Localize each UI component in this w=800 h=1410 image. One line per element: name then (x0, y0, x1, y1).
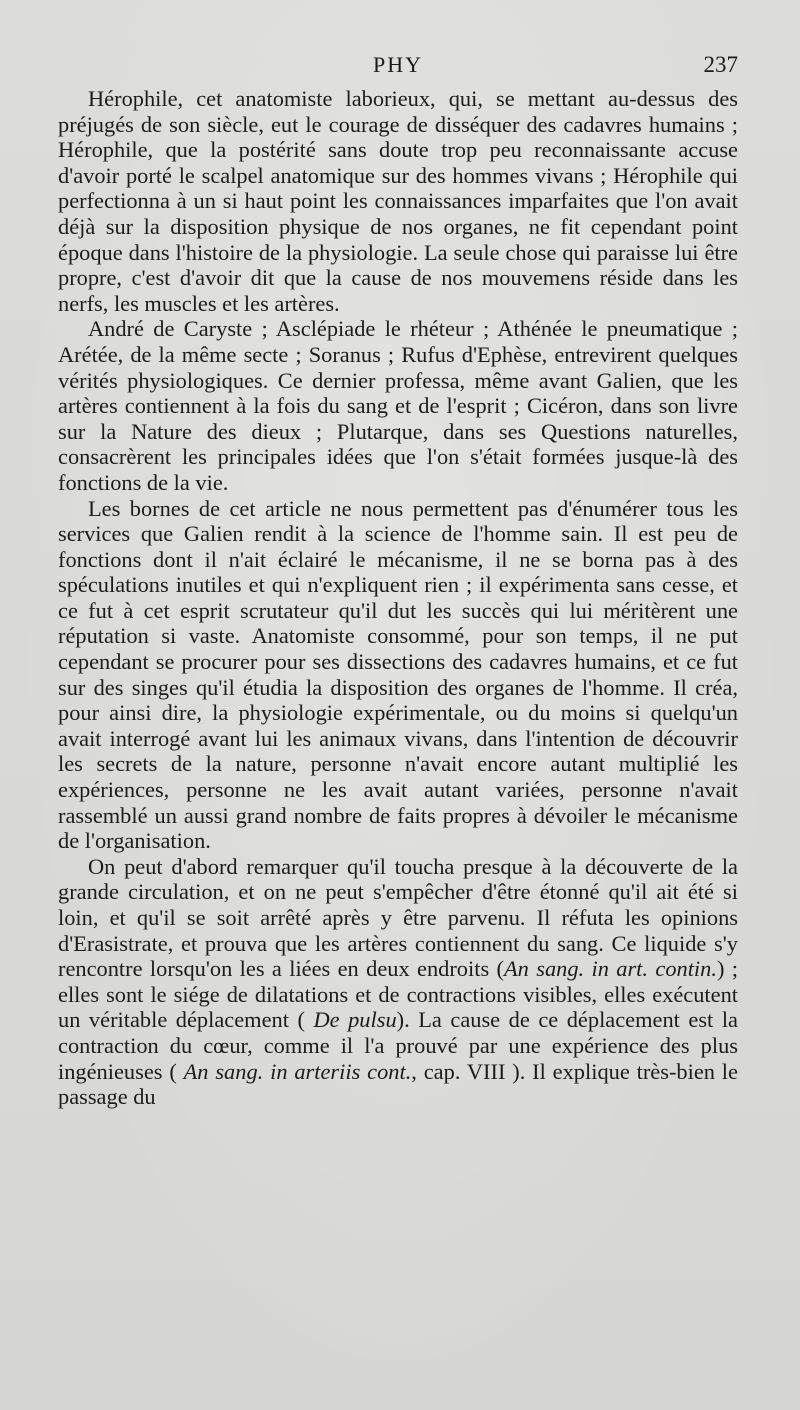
page-header (58, 52, 738, 86)
paragraph-andre-de-caryste: André de Caryste ; Asclépiade le rhéteur ; Athénée le pneumatique ; Arétée, de la même secte ; Soranus ; Rufus d'Ephèse, entrevirent quelques vérités physiologiques. Ce dernier professa, même avant Galien, que les artères contiennent à la fois du sang et de l'esprit ; Cicéron, dans son livre sur la Nature des dieux ; Plutarque, dans ses Questions naturelles, consacrèrent les principales idées que l'on s'était formées jusque-là des fonctions de la vie. (58, 316, 738, 495)
running-head: PHY (372, 52, 423, 77)
citation-an-sang-in-art: An sang. in art. contin. (503, 956, 717, 982)
paragraph-circulation (58, 854, 738, 1110)
page-number: 237 (703, 52, 738, 77)
paragraph-galien: Les bornes de cet article ne nous permettent pas d'énumérer tous les services que Galien rendit à la science de l'homme sain. Il est peu de fonctions dont il n'ait éclairé le mécanisme, il ne se borna pas à des spéculations inutiles et qui n'expliquent rien ; il expérimenta sans cesse, et ce fut à cet esprit scrutateur qu'il dut les succès qui lui méritèrent une réputation si vaste. Anatomiste consommé, pour son temps, il ne put cependant se procurer pour ses dissections des cadavres humains, et ce fut sur des singes qu'il étudia la disposition des organes de l'homme. Il créa, pour ainsi dire, la physiologie expérimentale, ou du moins si quelqu'un avait interrogé avant lui les animaux vivans, dans l'intention de découvrir les secrets de la nature, personne n'avait encore autant multiplié les expériences, personne ne les avait autant variées, personne n'avait rassemblé un aussi grand nombre de faits propres à dévoiler le mécanisme de l'organisation. (58, 495, 738, 854)
paragraph-herophile: Hérophile, cet anatomiste laborieux, qui, se mettant au-dessus des préjugés de son siècle, eut le courage de disséquer des cadavres humains ; Hérophile, que la postérité sans doute trop peu reconnaissante accuse d'avoir porté le scalpel anatomique sur des hommes vivans ; Hérophile qui perfectionna à un si haut point les connaissances imparfaites que l'on avait déjà sur la disposition physique de nos organes, ne fit cependant point époque dans l'histoire de la physiologie. La seule chose qui paraisse lui être propre, c'est d'avoir dit que la cause de nos mouvemens réside dans les nerfs, les muscles et les artères. (58, 86, 738, 316)
paragraph-text-segment: On peut d'abord remarquer qu'il toucha presque à la découverte de la grande circulation, et on ne peut s'empêcher d'être étonné qu'il ait été si loin, et qu'il se soit arrêté après y être parvenu. Il réfuta les opinions d'Erasistrate, et prouva que les artères contiennent du sang. Ce liquide s'y rencontre lorsqu'on les a liées en deux endroits ( (58, 853, 738, 982)
article-body (58, 86, 738, 1110)
citation-de-pulsu: De pulsu (313, 1007, 397, 1033)
paragraph-text-segment: ) ; elles sont le siége de dilatations et de contractions visibles, elles exécutent un véritable déplacement ( (58, 956, 738, 1033)
citation-an-sang-in-arteriis: An sang. in arteriis cont. (183, 1058, 412, 1084)
paragraph-text-segment: , cap. VIII ). Il explique très-bien le passage du (58, 1058, 738, 1110)
paragraph-text-segment: ). La cause de ce déplacement est la contraction du cœur, comme il l'a prouvé par une expérience des plus ingénieuses ( (58, 1007, 738, 1084)
